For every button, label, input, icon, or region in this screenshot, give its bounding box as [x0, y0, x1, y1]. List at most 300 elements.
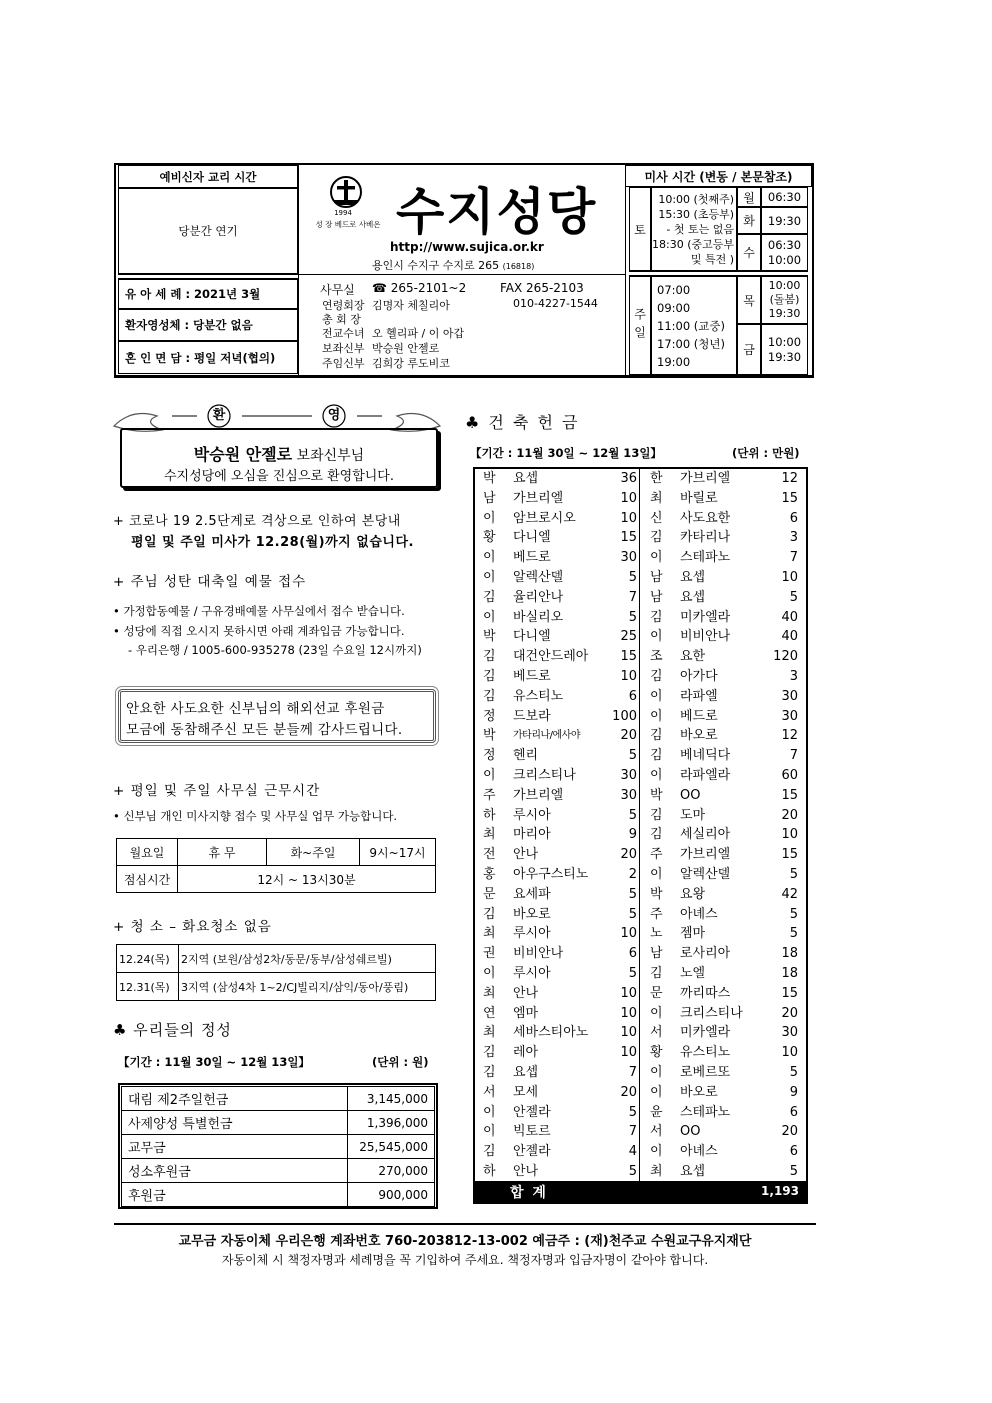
divider — [298, 165, 299, 375]
donor-amount: 36 — [620, 471, 637, 486]
donor-amount: 7 — [789, 748, 798, 764]
donor-surname: 이 — [483, 966, 496, 981]
donor-surname: 하 — [483, 1164, 496, 1179]
donor-baptismal-name: 요셉 — [680, 589, 706, 605]
donor-baptismal-name: 사도요한 — [680, 510, 731, 526]
donor-surname: 김 — [650, 748, 663, 764]
donor-baptismal-name: 안젤라 — [513, 1144, 551, 1160]
donor-baptismal-name: 베드로 — [680, 708, 718, 724]
donor-amount: 7 — [628, 589, 637, 605]
weekday-mon: 월 — [737, 187, 761, 207]
building-row — [475, 726, 806, 746]
donor-amount: 5 — [628, 1164, 637, 1179]
building-row — [475, 1063, 806, 1083]
thanks-line2: 모금에 동참해주신 모든 분들께 감사드립니다. — [126, 722, 403, 738]
donor-surname: 이 — [483, 570, 496, 585]
office-hours-title: + 평일 및 주일 사무실 근무시간 — [113, 783, 321, 799]
christmas-account: - 우리은행 / 1005-600-935278 (23일 수요일 12시까지) — [128, 643, 422, 657]
donor-amount: 5 — [789, 867, 798, 882]
welcome-right-char: 영 — [327, 408, 341, 423]
donor-baptismal-name: 요셉 — [680, 1164, 706, 1179]
office-bullet: • 신부님 개인 미사지향 접수 및 사무실 업무 가능합니다. — [113, 809, 398, 823]
donor-amount: 12 — [781, 471, 798, 486]
donor-amount: 15 — [781, 847, 798, 863]
donor-amount: 10 — [620, 1045, 637, 1061]
donor-surname: 이 — [483, 768, 496, 783]
offering-amount: 270,000 — [348, 1159, 435, 1183]
pastor-value: 김희강 루도비코 — [372, 357, 450, 370]
donor-baptismal-name: 엠마 — [513, 1005, 539, 1021]
donor-amount: 30 — [620, 550, 637, 566]
donor-baptismal-name: 암브로시오 — [513, 510, 576, 526]
donor-amount: 15 — [620, 530, 637, 546]
christmas-offering-title: + 주님 성탄 대축일 예물 접수 — [113, 574, 307, 590]
table-row — [117, 945, 436, 973]
donor-surname: 이 — [650, 629, 663, 645]
donor-amount: 7 — [628, 1065, 637, 1080]
donor-baptismal-name: 안나 — [513, 985, 539, 1001]
donor-baptismal-name: 스테파노 — [680, 550, 731, 566]
donor-surname: 이 — [650, 1144, 663, 1160]
donor-baptismal-name: 까리따스 — [680, 985, 731, 1001]
offering-label: 후원금 — [122, 1183, 348, 1207]
building-row — [475, 489, 806, 509]
council-phone: 010-4227-1544 — [513, 297, 598, 310]
donor-baptismal-name: 알렉산델 — [680, 867, 731, 882]
donor-surname: 김 — [483, 649, 496, 665]
building-title: ♣ 건 축 헌 금 — [465, 413, 580, 432]
mass-title: 미사 시간 (변동 / 본문참조) — [625, 165, 812, 187]
donor-surname: 이 — [650, 768, 663, 783]
donor-surname: 신 — [650, 510, 663, 526]
donor-baptismal-name: 가브리엘 — [513, 787, 564, 803]
building-row — [475, 806, 806, 826]
table-cell: 12.24(목) — [117, 945, 179, 973]
donor-surname: 이 — [650, 1005, 663, 1021]
donor-baptismal-name: 유스티노 — [513, 688, 564, 704]
donor-amount: 20 — [781, 1005, 798, 1021]
donor-baptismal-name: 다니엘 — [513, 530, 551, 546]
building-row — [475, 885, 806, 905]
cleaning-table — [116, 944, 436, 1001]
donor-amount: 5 — [789, 906, 798, 922]
donor-surname: 남 — [650, 589, 663, 605]
building-row — [475, 1103, 806, 1123]
donor-baptismal-name: 요셉 — [680, 570, 706, 585]
building-row — [475, 588, 806, 608]
donor-amount: 10 — [620, 985, 637, 1001]
weekday-thu: 목 — [737, 276, 761, 324]
donor-baptismal-name: 라파엘 — [680, 688, 718, 704]
donor-surname: 김 — [650, 807, 663, 823]
donor-amount: 6 — [789, 1144, 798, 1160]
assistant-label: 보좌신부 — [322, 342, 365, 355]
donor-amount: 42 — [781, 886, 798, 902]
donor-surname: 이 — [483, 510, 496, 526]
building-row — [475, 1162, 806, 1182]
building-row — [475, 825, 806, 845]
donor-amount: 5 — [628, 1104, 637, 1120]
donor-amount: 30 — [781, 688, 798, 704]
donor-surname: 최 — [483, 985, 496, 1001]
donor-amount: 10 — [781, 827, 798, 843]
welcome-left-char: 환 — [212, 408, 226, 423]
donor-surname: 이 — [650, 550, 663, 566]
donor-surname: 김 — [650, 827, 663, 843]
table-cell: 휴 무 — [178, 839, 267, 866]
donor-baptismal-name: 가타리나/에사야 — [513, 730, 580, 742]
donor-amount: 20 — [620, 847, 637, 863]
sick-communion: 환자영성체 : 당분간 없음 — [118, 309, 298, 341]
donor-amount: 25 — [620, 629, 637, 645]
donor-baptismal-name: 베네딕다 — [680, 748, 731, 764]
donor-baptismal-name: 바릴로 — [680, 490, 718, 506]
donor-baptismal-name: 베드로 — [513, 669, 551, 684]
donor-surname: 김 — [483, 669, 496, 684]
donor-amount: 10 — [620, 669, 637, 684]
donor-baptismal-name: 가브리엘 — [680, 847, 731, 863]
donor-amount: 10 — [620, 510, 637, 526]
footer-rule — [114, 1223, 816, 1225]
council-value: 김명자 체칠리아 — [372, 299, 450, 312]
cleaning-title: + 청 소 – 화요청소 없음 — [113, 919, 272, 935]
donor-surname: 남 — [483, 490, 496, 506]
offering-label: 교무금 — [122, 1135, 348, 1159]
offerings-period: 【기간 : 11월 30일 ~ 12월 13일】 — [118, 1055, 310, 1069]
donor-surname: 박 — [650, 787, 663, 803]
offerings-title: ♣ 우리들의 정성 — [113, 1021, 232, 1039]
building-row — [475, 984, 806, 1004]
donor-amount: 5 — [628, 807, 637, 823]
building-period: 【기간 : 11월 30일 ~ 12월 13일】 — [470, 446, 662, 460]
donor-baptismal-name: 대건안드레아 — [513, 649, 589, 665]
table-cell: 12시 ~ 13시30분 — [178, 866, 436, 893]
council-label: 연령회장 — [322, 299, 365, 312]
donor-surname: 이 — [650, 708, 663, 724]
building-unit: (단위 : 만원) — [732, 446, 800, 460]
donor-baptismal-name: 로사리아 — [680, 946, 731, 962]
donor-amount: 30 — [620, 787, 637, 803]
offering-amount: 1,396,000 — [348, 1111, 435, 1135]
donor-baptismal-name: OO — [680, 1124, 701, 1140]
logo-caption: 성 장 베드로 사베온 — [315, 220, 381, 229]
thanks-line1: 안요한 사도요한 신부님의 해외선교 후원금 — [126, 701, 385, 717]
building-row — [475, 548, 806, 568]
donor-baptismal-name: 안젤라 — [513, 1104, 551, 1120]
donor-amount: 15 — [781, 490, 798, 506]
donor-baptismal-name: 가브리엘 — [513, 490, 564, 506]
donor-baptismal-name: 비비안나 — [513, 946, 564, 962]
donor-amount: 9 — [628, 827, 637, 843]
building-row — [475, 1043, 806, 1063]
donor-amount: 30 — [781, 1025, 798, 1041]
divider — [298, 274, 625, 275]
donor-amount: 30 — [620, 768, 637, 783]
infant-baptism: 유 아 세 례 : 2021년 3월 — [118, 279, 298, 309]
building-row — [475, 647, 806, 667]
building-row — [475, 766, 806, 786]
donor-surname: 조 — [650, 649, 663, 665]
donor-baptismal-name: 미카엘라 — [680, 609, 731, 625]
donor-baptismal-name: 미카엘라 — [680, 1025, 731, 1041]
building-total-value: 1,193 — [761, 1184, 799, 1198]
table-row — [117, 839, 436, 866]
donor-surname: 박 — [483, 629, 496, 645]
table-row — [122, 1087, 435, 1111]
donor-baptismal-name: 크리스티나 — [680, 1005, 743, 1021]
table-cell: 월요일 — [117, 839, 178, 866]
donor-surname: 김 — [650, 609, 663, 625]
offerings-unit: (단위 : 원) — [372, 1055, 429, 1069]
donor-amount: 9 — [789, 1084, 798, 1100]
donor-surname: 홍 — [483, 867, 496, 882]
donor-surname: 김 — [483, 1144, 496, 1160]
offering-label: 성소후원금 — [122, 1159, 348, 1183]
donor-amount: 10 — [781, 570, 798, 585]
donor-amount: 30 — [781, 708, 798, 724]
donor-baptismal-name: 아녜스 — [680, 906, 718, 922]
table-row — [122, 1183, 435, 1207]
building-row — [475, 469, 806, 489]
donor-amount: 10 — [620, 1025, 637, 1041]
office-label: 사무실 — [320, 283, 355, 297]
donor-amount: 20 — [781, 1124, 798, 1140]
donor-baptismal-name: 안나 — [513, 1164, 539, 1179]
weekday-fri-times: 10:00 19:30 — [761, 324, 808, 375]
footer-note: 자동이체 시 책정자명과 세례명을 꼭 기입하여 주세요. 책정자명과 입금자명이 같아야 합니다. — [221, 1253, 709, 1267]
donor-baptismal-name: 아우구스티노 — [513, 867, 589, 882]
donor-surname: 이 — [650, 1065, 663, 1080]
donor-baptismal-name: 요왕 — [680, 886, 706, 902]
donor-amount: 60 — [781, 768, 798, 783]
building-row — [475, 667, 806, 687]
table-row — [122, 1135, 435, 1159]
building-row — [475, 707, 806, 727]
offering-label: 대림 제2주일헌금 — [122, 1087, 348, 1111]
offering-amount: 3,145,000 — [348, 1087, 435, 1111]
donor-surname: 주 — [483, 787, 496, 803]
donor-surname: 이 — [650, 688, 663, 704]
donor-baptismal-name: 루시아 — [513, 926, 551, 942]
donor-surname: 하 — [483, 807, 496, 823]
donor-amount: 18 — [781, 966, 798, 981]
building-row — [475, 865, 806, 885]
donor-surname: 전 — [483, 847, 496, 863]
covid-notice-line1: + 코로나 19 2.5단계로 격상으로 인하여 본당내 — [113, 514, 401, 529]
parish-address: 용인시 수지구 수지로 265 (16818) — [372, 259, 535, 272]
building-row — [475, 528, 806, 548]
donor-baptismal-name: 젬마 — [680, 926, 706, 942]
donor-amount: 120 — [773, 649, 798, 665]
donor-surname: 한 — [650, 471, 663, 486]
saturday-label: 토 — [629, 187, 651, 271]
donor-surname: 최 — [483, 926, 496, 942]
donor-baptismal-name: 바오로 — [513, 906, 551, 922]
donor-amount: 10 — [620, 1005, 637, 1021]
offering-amount: 900,000 — [348, 1183, 435, 1207]
building-row — [475, 568, 806, 588]
pastor-label: 주임신부 — [322, 357, 365, 370]
donor-surname: 서 — [650, 1124, 663, 1140]
donor-amount: 20 — [620, 728, 637, 744]
weekday-tue: 화 — [737, 207, 761, 234]
donor-surname: 김 — [650, 530, 663, 546]
donor-surname: 주 — [650, 906, 663, 922]
donor-amount: 10 — [620, 926, 637, 942]
donor-surname: 이 — [483, 609, 496, 625]
donor-baptismal-name: 안나 — [513, 847, 539, 863]
building-row — [475, 1083, 806, 1103]
table-row — [117, 973, 436, 1001]
donor-surname: 연 — [483, 1005, 496, 1021]
table-row — [122, 1111, 435, 1135]
donor-surname: 남 — [650, 570, 663, 585]
building-row — [475, 786, 806, 806]
welcome-message: 수지성당에 오심을 진심으로 환영합니다. — [163, 469, 394, 484]
donor-baptismal-name: 유스티노 — [680, 1045, 731, 1061]
donor-amount: 5 — [628, 570, 637, 585]
sister-value: 오 헬리파 / 이 아갑 — [372, 327, 465, 340]
donor-surname: 주 — [650, 847, 663, 863]
donor-surname: 노 — [650, 926, 663, 942]
table-row — [122, 1159, 435, 1183]
donor-amount: 4 — [628, 1144, 637, 1160]
donor-amount: 10 — [781, 1045, 798, 1061]
donor-amount: 5 — [789, 1164, 798, 1179]
building-row — [475, 905, 806, 925]
offering-amount: 25,545,000 — [348, 1135, 435, 1159]
donor-surname: 최 — [650, 490, 663, 506]
donor-baptismal-name: 루시아 — [513, 807, 551, 823]
donor-baptismal-name: 아녜스 — [680, 1144, 718, 1160]
building-row — [475, 509, 806, 529]
saturday-times: 10:00 (첫째주) 15:30 (초등부) - 첫 토는 없음 18:30 (중고등부 및 특전 ) — [651, 187, 737, 271]
donor-baptismal-name: 베드로 — [513, 550, 551, 566]
donor-amount: 5 — [628, 906, 637, 922]
donor-baptismal-name: 마리아 — [513, 827, 551, 843]
donor-surname: 박 — [483, 471, 496, 486]
donor-amount: 18 — [781, 946, 798, 962]
donor-amount: 12 — [781, 728, 798, 744]
donor-surname: 이 — [483, 550, 496, 566]
parish-url: http://www.sujica.or.kr — [390, 240, 544, 254]
donor-amount: 10 — [620, 490, 637, 506]
table-cell: 3지역 (삼성4차 1~2/CJ빌리지/삼익/동아/풍림) — [179, 973, 436, 1001]
offering-label: 사제양성 특별헌금 — [122, 1111, 348, 1135]
donor-baptismal-name: 요셉 — [513, 1065, 539, 1080]
donor-amount: 40 — [781, 609, 798, 625]
table-row — [117, 866, 436, 893]
donor-baptismal-name: 세바스티아노 — [513, 1025, 589, 1041]
weekday-thu-times: 10:00 (돌봄) 19:30 — [761, 276, 808, 324]
donor-baptismal-name: 알렉산델 — [513, 570, 564, 585]
donor-baptismal-name: 세실리아 — [680, 827, 731, 843]
donor-amount: 100 — [612, 708, 637, 724]
offerings-table — [121, 1086, 435, 1207]
donor-amount: 5 — [789, 1065, 798, 1080]
fax-number: FAX 265-2103 — [500, 281, 584, 295]
donor-baptismal-name: 율리안나 — [513, 589, 564, 605]
weekday-tue-time: 19:30 — [761, 207, 808, 234]
catechism-title: 예비신자 교리 시간 — [118, 165, 298, 188]
building-row — [475, 1122, 806, 1142]
building-row — [475, 944, 806, 964]
building-row — [475, 687, 806, 707]
christmas-bullet-2: • 성당에 직접 오시지 못하시면 아래 계좌입금 가능합니다. — [113, 624, 405, 638]
divider — [118, 274, 298, 279]
donor-baptismal-name: 바오로 — [680, 1084, 718, 1100]
donor-surname: 이 — [650, 1084, 663, 1100]
donor-surname: 이 — [483, 1104, 496, 1120]
donor-baptismal-name: 바실리오 — [513, 609, 564, 625]
donor-baptismal-name: 레아 — [513, 1045, 539, 1061]
assistant-value: 박승원 안젤로 — [372, 342, 440, 355]
donor-surname: 서 — [483, 1084, 496, 1100]
donor-surname: 김 — [483, 589, 496, 605]
donor-baptismal-name: 비비안나 — [680, 629, 731, 645]
sunday-times: 07:00 09:00 11:00 (교중) 17:00 (청년) 19:00 — [651, 276, 737, 375]
president-label: 총 회 장 — [322, 313, 361, 326]
donor-amount: 3 — [789, 530, 798, 546]
weekday-fri: 금 — [737, 324, 761, 375]
building-row — [475, 964, 806, 984]
table-cell: 12.31(목) — [117, 973, 179, 1001]
donor-surname: 황 — [650, 1045, 663, 1061]
donor-surname: 박 — [650, 886, 663, 902]
donor-amount: 7 — [789, 550, 798, 566]
christmas-bullet-1: • 가정합동예물 / 구유경배예물 사무실에서 접수 받습니다. — [113, 604, 405, 618]
office-phone: ☎ 265-2101~2 — [372, 281, 467, 295]
table-cell: 화~주일 — [267, 839, 360, 866]
logo-year: 1994 — [334, 209, 352, 217]
welcome-title: 박승원 안젤로 보좌신부님 — [193, 445, 365, 464]
donor-baptismal-name: 로베르또 — [680, 1065, 731, 1080]
weekday-mon-time: 06:30 — [761, 187, 808, 207]
donor-baptismal-name: 크리스티나 — [513, 768, 576, 783]
donor-surname: 이 — [483, 1124, 496, 1140]
donor-amount: 5 — [628, 886, 637, 902]
marriage-interview: 혼 인 면 담 : 평일 저녁(협의) — [118, 341, 298, 374]
donor-amount: 5 — [628, 966, 637, 981]
donor-surname: 최 — [483, 1025, 496, 1041]
donor-surname: 최 — [483, 827, 496, 843]
building-row — [475, 1142, 806, 1162]
office-hours-table — [116, 838, 436, 893]
donor-baptismal-name: 요셉 — [513, 471, 539, 486]
sister-label: 전교수녀 — [322, 327, 365, 340]
building-row — [475, 1023, 806, 1043]
donor-baptismal-name: 가브리엘 — [680, 471, 731, 486]
covid-notice-line2: 평일 및 주일 미사가 12.28(월)까지 없습니다. — [131, 535, 414, 550]
donor-baptismal-name: 바오로 — [680, 728, 718, 744]
sunday-label: 주일 — [629, 276, 651, 375]
donor-baptismal-name: 빅토르 — [513, 1124, 551, 1140]
donor-baptismal-name: 모세 — [513, 1084, 539, 1100]
catechism-value: 당분간 연기 — [118, 188, 298, 274]
donor-amount: 6 — [628, 688, 637, 704]
donor-surname: 김 — [650, 966, 663, 981]
building-row — [475, 845, 806, 865]
building-row — [475, 608, 806, 628]
parish-name: 수지성당 — [396, 183, 598, 241]
donor-amount: 5 — [789, 926, 798, 942]
donor-baptismal-name: 요한 — [680, 649, 706, 665]
donor-surname: 최 — [650, 1164, 663, 1179]
donor-amount: 15 — [781, 985, 798, 1001]
donor-surname: 김 — [650, 669, 663, 684]
donor-amount: 6 — [789, 510, 798, 526]
donor-surname: 문 — [650, 985, 663, 1001]
